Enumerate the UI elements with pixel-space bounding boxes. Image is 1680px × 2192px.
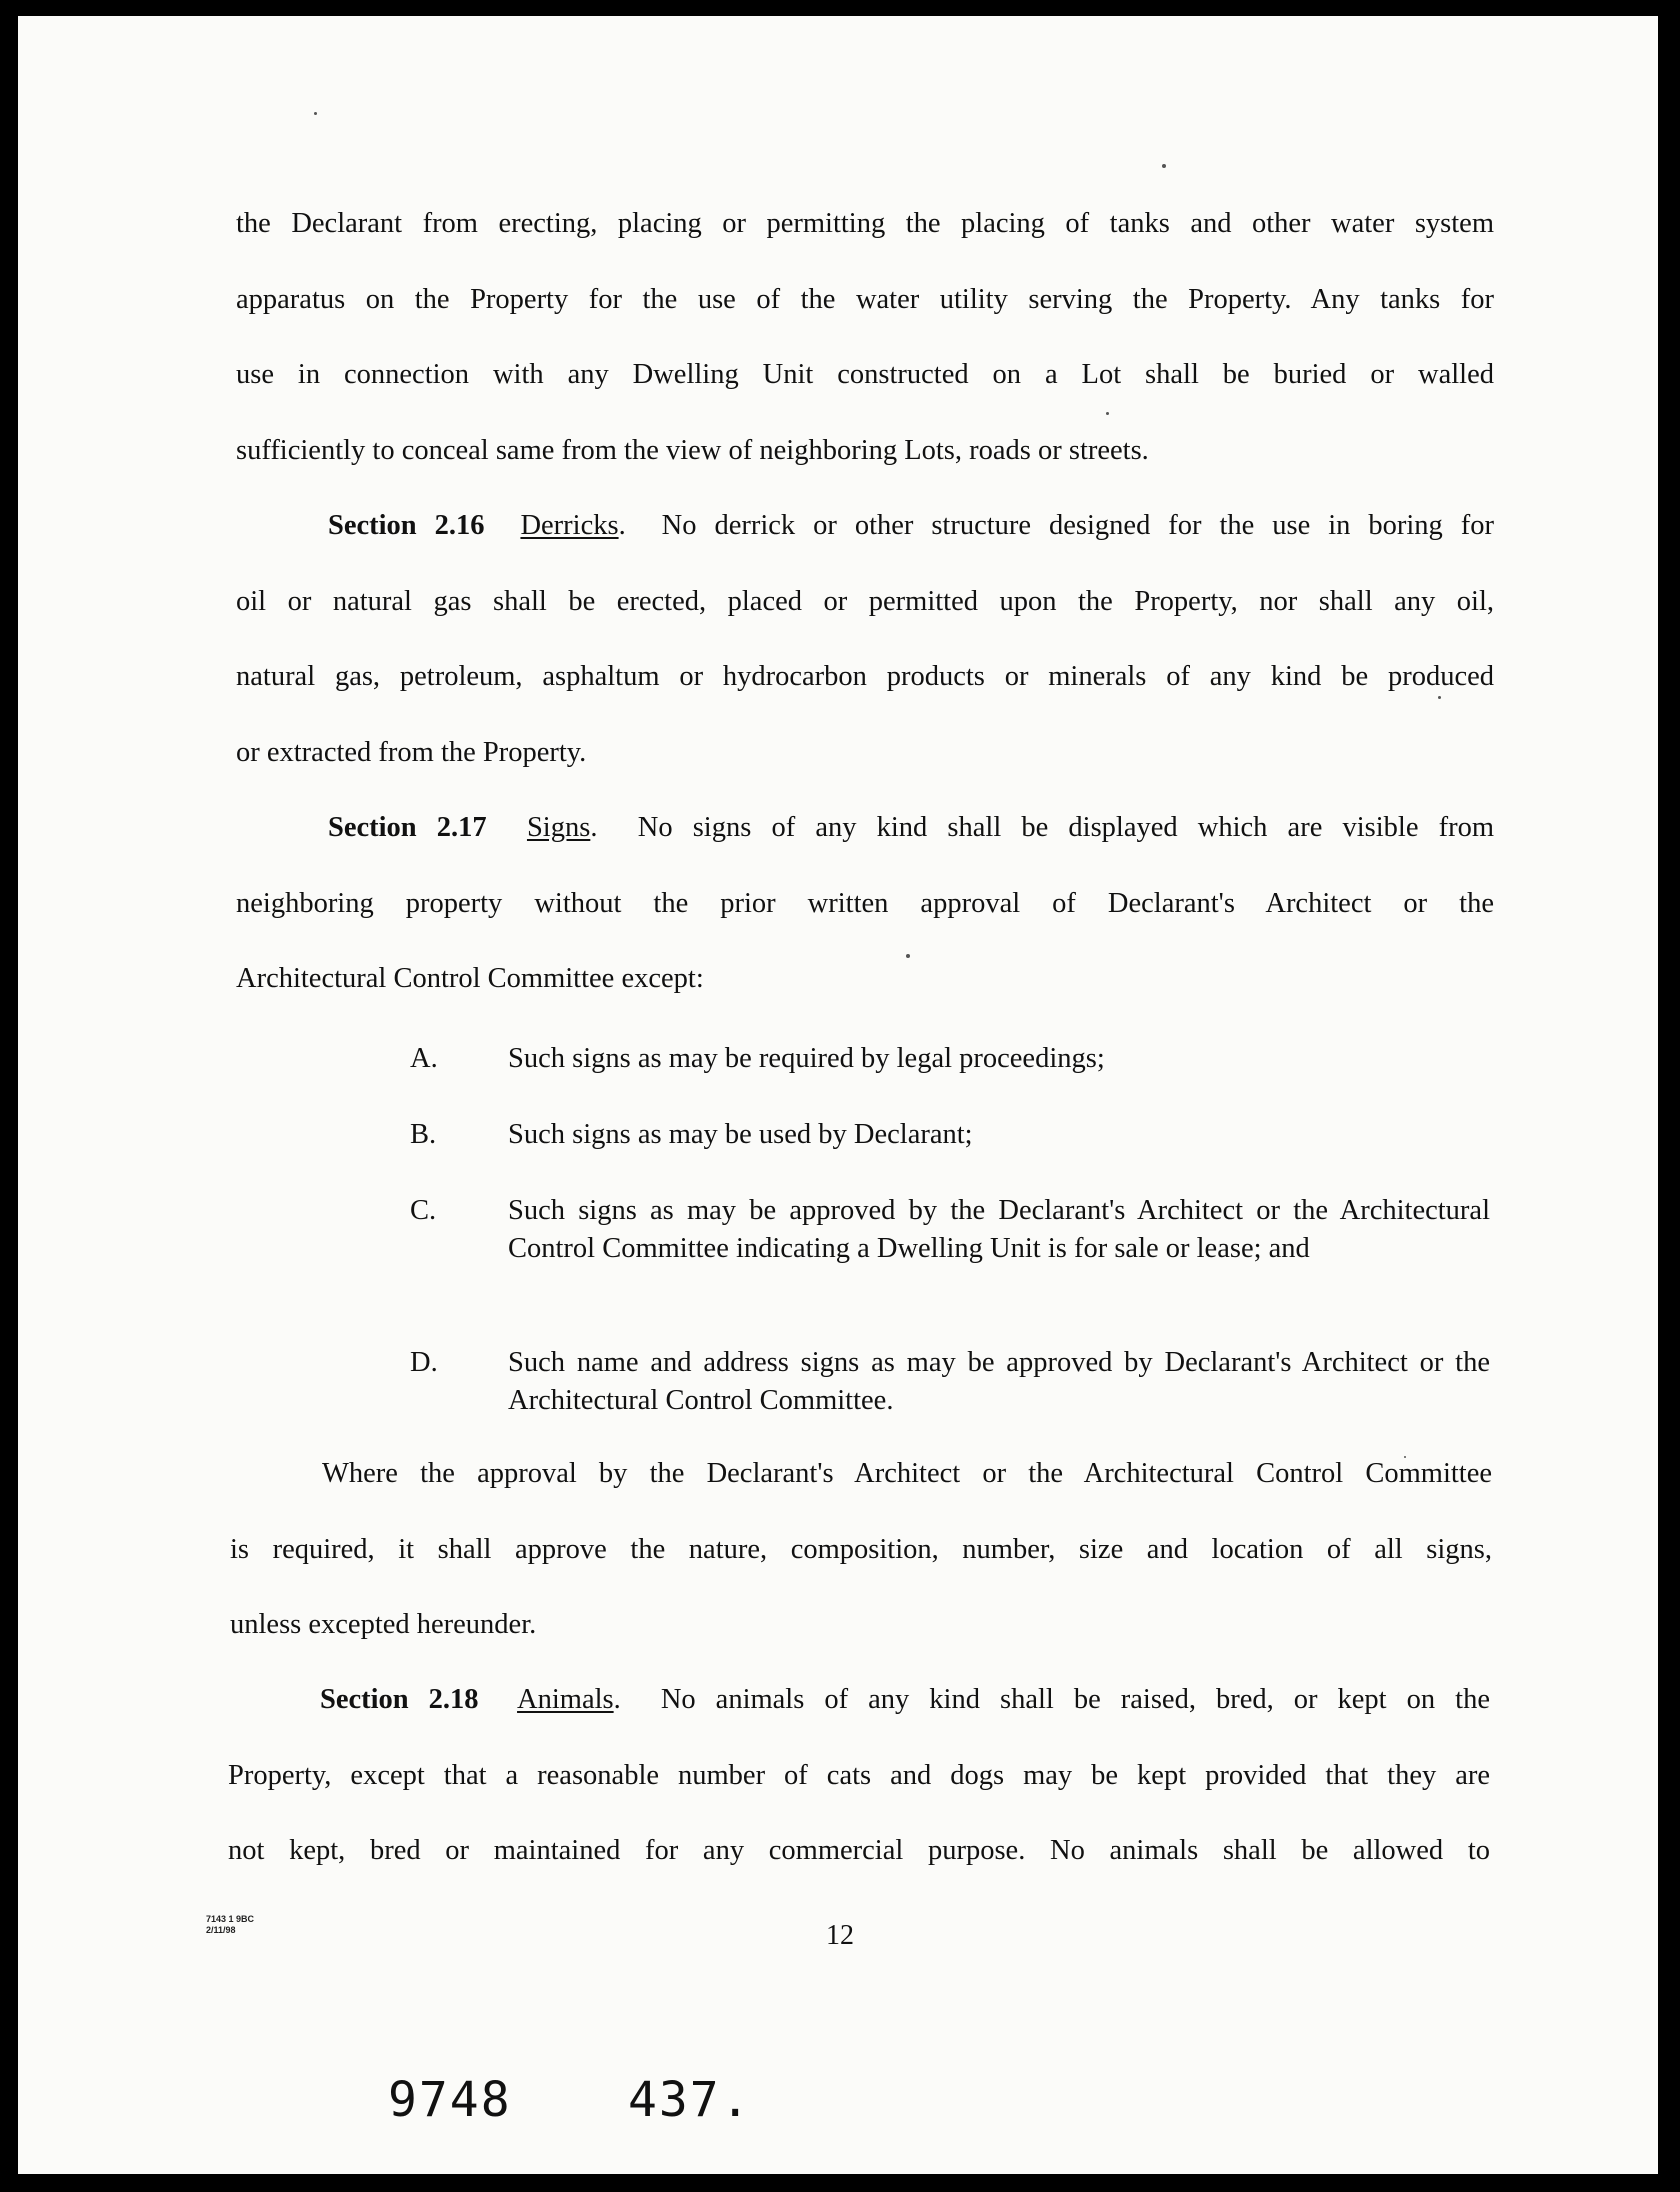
text-line: sufficiently to conceal same from the view of neighboring Lots, roads or streets.	[236, 434, 1149, 466]
scan-speck	[1162, 164, 1166, 168]
text-line: oil or natural gas shall be erected, placed or permitted upon the Property, nor shall any oil,	[236, 585, 1494, 617]
section-label: Section 2.17	[328, 812, 487, 843]
stamp-page-number: 437.	[628, 2072, 752, 2128]
list-text: Such signs as may be approved by the Declarant's Architect or the Architectural Control Committee indicating a Dwelling Unit is for sale or lease; and	[508, 1195, 1490, 1264]
text-line: unless excepted hereunder.	[230, 1609, 537, 1640]
section-title: Signs	[526, 812, 591, 843]
list-text: Such name and address signs as may be approved by Declarant's Architect or the Architectural Control Committee.	[508, 1347, 1490, 1416]
list-text: Such signs as may be required by legal proceedings;	[508, 1043, 1105, 1074]
section-title: Derricks	[520, 510, 619, 541]
list-text: Such signs as may be used by Declarant;	[508, 1119, 973, 1150]
scan-speck	[1404, 1456, 1406, 1458]
section-first-line: Section 2.18 Animals. No animals of any kind shall be raised, bred, or kept on the	[320, 1684, 1490, 1715]
document-page	[18, 16, 1658, 2174]
scan-speck	[906, 954, 910, 958]
section-first-line: Section 2.16 Derricks. No derrick or other structure designed for the use in boring for	[328, 510, 1494, 541]
text-line: or extracted from the Property.	[236, 736, 587, 768]
text-line: Where the approval by the Declarant's Architect or the Architectural Control Committee	[322, 1458, 1492, 1489]
text-line: natural gas, petroleum, asphaltum or hydrocarbon products or minerals of any kind be produced	[236, 661, 1494, 692]
paragraph-continuation	[236, 186, 1494, 488]
document-code-date: 2/11/98	[206, 1925, 236, 1935]
scan-speck	[1438, 696, 1441, 699]
stamp-book-number: 9748	[388, 2072, 512, 2128]
section-label: Section 2.16	[328, 510, 485, 541]
list-letter: B.	[410, 1119, 437, 1150]
text-line: is required, it shall approve the nature, composition, number, size and location of all signs,	[230, 1533, 1492, 1565]
text-line: neighboring property without the prior written approval of Declarant's Architect or the	[236, 887, 1494, 919]
section-text: No signs of any kind shall be displayed which are visible from	[637, 812, 1495, 843]
section-label: Section 2.18	[320, 1684, 479, 1715]
list-letter: C.	[410, 1195, 437, 1226]
document-code	[206, 1914, 296, 1936]
section-2-17	[236, 790, 1494, 1017]
list-letter: D.	[410, 1347, 438, 1378]
text-line: apparatus on the Property for the use of the water utility serving the Property. Any tanks for	[236, 283, 1494, 315]
scan-speck	[314, 112, 317, 115]
approval-paragraph	[230, 1436, 1492, 1663]
text-line: Property, except that a reasonable number of cats and dogs may be kept provided that they are	[228, 1759, 1490, 1791]
section-2-16	[236, 488, 1494, 790]
section-title: Animals	[517, 1684, 614, 1715]
page-number: 12	[826, 1920, 854, 1951]
text-line: the Declarant from erecting, placing or permitting the placing of tanks and other water system	[236, 208, 1494, 239]
text-line: Architectural Control Committee except:	[236, 963, 704, 994]
list-letter: A.	[410, 1043, 438, 1074]
scan-speck	[1106, 412, 1109, 415]
section-2-18	[228, 1662, 1490, 1889]
text-line: not kept, bred or maintained for any commercial purpose. No animals shall be allowed to	[228, 1835, 1490, 1866]
text-line: use in connection with any Dwelling Unit constructed on a Lot shall be buried or walled	[236, 359, 1494, 390]
section-text: No animals of any kind shall be raised, bred, or kept on the	[660, 1684, 1490, 1715]
document-code-line: 7143 1 9BC	[206, 1914, 255, 1924]
section-text: No derrick or other structure designed for the use in boring for	[661, 510, 1494, 541]
section-first-line: Section 2.17 Signs. No signs of any kind shall be displayed which are visible from	[328, 812, 1495, 843]
